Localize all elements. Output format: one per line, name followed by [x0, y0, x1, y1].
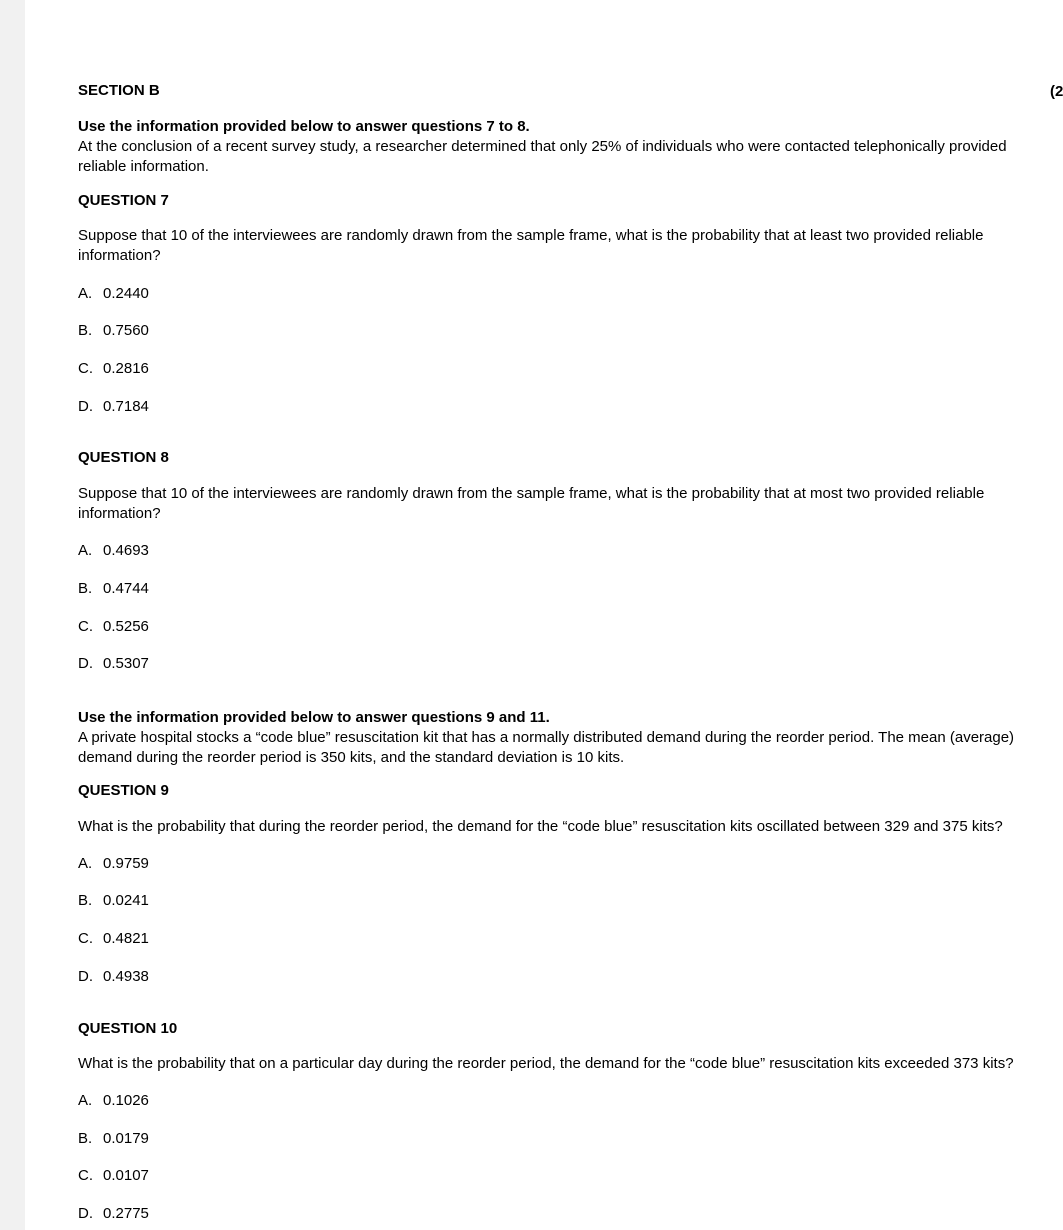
question-10-label: QUESTION 10 — [78, 1020, 178, 1037]
question-7-option-d[interactable]: D. 0.7184 — [78, 398, 149, 415]
question-8-option-b[interactable]: B. 0.4744 — [78, 580, 149, 597]
question-7-option-c[interactable]: C. 0.2816 — [78, 360, 149, 377]
info-body-q9-q11: A private hospital stocks a “code blue” resuscitation kit that has a normally distributed demand during the reorder period. The mean (average) demand during the reorder period is 350 kits, and the standard deviation is 10 kits. — [78, 729, 1015, 766]
info-heading-q9-q11: Use the information provided below to answer questions 9 and 11. — [78, 709, 550, 726]
info-heading-q7-q8: Use the information provided below to answer questions 7 to 8. — [78, 118, 530, 135]
question-8-option-c[interactable]: C. 0.5256 — [78, 618, 149, 635]
question-9-label: QUESTION 9 — [78, 782, 169, 799]
question-7-option-a[interactable]: A. 0.2440 — [78, 285, 149, 302]
question-10-option-c[interactable]: C. 0.0107 — [78, 1167, 149, 1184]
question-9-option-c[interactable]: C. 0.4821 — [78, 930, 149, 947]
info-body-q7-q8: At the conclusion of a recent survey study, a researcher determined that only 25% of individuals who were contacted telephonically provided reliable information. — [78, 138, 1007, 175]
section-title: SECTION B — [78, 82, 160, 99]
question-10-option-a[interactable]: A. 0.1026 — [78, 1092, 149, 1109]
question-10-option-b[interactable]: B. 0.0179 — [78, 1130, 149, 1147]
question-9-option-b[interactable]: B. 0.0241 — [78, 892, 149, 909]
question-7-text: Suppose that 10 of the interviewees are randomly drawn from the sample frame, what is the probability that at least two provided reliable information? — [78, 227, 984, 264]
question-10-text: What is the probability that on a particular day during the reorder period, the demand for the “code blue” resuscitation kits exceeded 373 kits? — [78, 1055, 1014, 1072]
question-7-option-b[interactable]: B. 0.7560 — [78, 322, 149, 339]
question-9-option-a[interactable]: A. 0.9759 — [78, 855, 149, 872]
question-8-option-a[interactable]: A. 0.4693 — [78, 542, 149, 559]
question-9-text: What is the probability that during the reorder period, the demand for the “code blue” resuscitation kits oscillated between 329 and 375 kits? — [78, 818, 1003, 835]
left-gutter — [0, 0, 25, 1230]
question-8-text: Suppose that 10 of the interviewees are randomly drawn from the sample frame, what is the probability that at most two provided reliable information? — [78, 485, 985, 522]
marks-indicator: (2 — [1050, 83, 1063, 100]
question-7-label: QUESTION 7 — [78, 192, 169, 209]
document-page — [78, 0, 1038, 1230]
question-10-option-d[interactable]: D. 0.2775 — [78, 1205, 149, 1222]
question-8-label: QUESTION 8 — [78, 449, 169, 466]
question-9-option-d[interactable]: D. 0.4938 — [78, 968, 149, 985]
question-8-option-d[interactable]: D. 0.5307 — [78, 655, 149, 672]
